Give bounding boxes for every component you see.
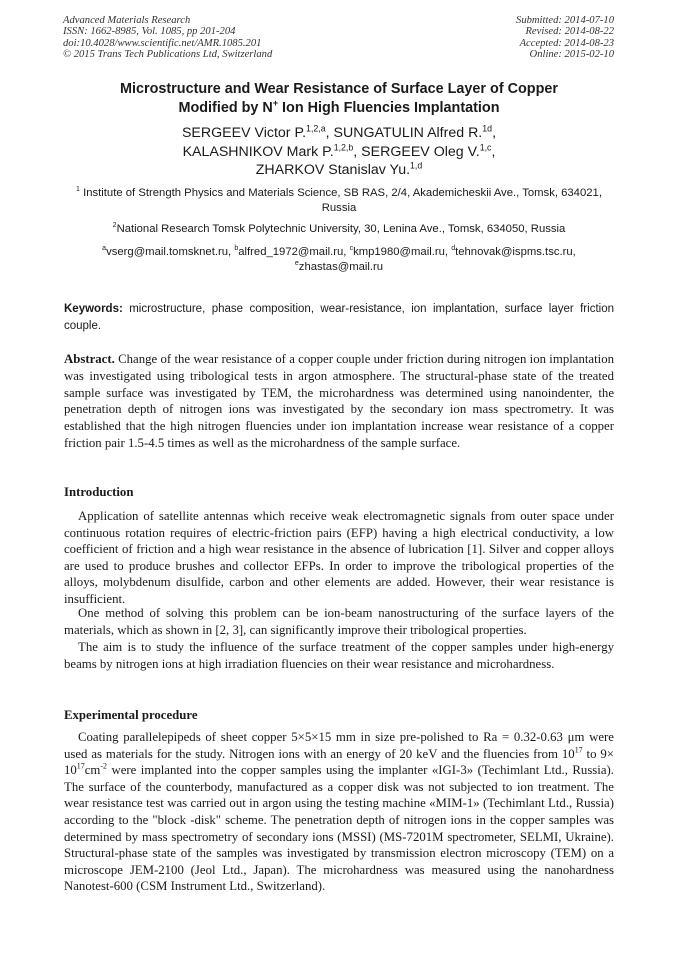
paper-title (40, 80, 638, 117)
author-name: ZHARKOV Stanislav Yu. (255, 162, 411, 179)
journal-name: Advanced Materials Research (63, 15, 191, 26)
submitted-date: Submitted: 2014-07-10 (516, 15, 614, 26)
accepted-date: Accepted: 2014-08-23 (519, 37, 614, 49)
author-affiliation: 1,c (479, 141, 492, 152)
affiliation-text: Institute of Strength Physics and Materials Science, SB RAS, 2/4, Akademicheskii Ave., Tomsk, 634021, Russia (79, 187, 602, 214)
title-ion-charge: + (272, 97, 279, 108)
dates-info (516, 15, 614, 61)
email-address: vserg@mail.tomsknet.ru, (106, 246, 235, 258)
author-affiliation: 1,2,a (306, 123, 326, 134)
keywords-text: microstructure, phase composition, wear-resistance, ion implantation, surface layer friction couple. (64, 303, 614, 332)
copyright-line: © 2015 Trans Tech Publications Ltd, Switzerland (63, 49, 273, 61)
email-list: $^a$vserg@mail.tomsknet.ru, $^b$alfred_1972@mail.ru, $^c$kmp1980@mail.ru, $^d$tehnovak@ispms.tsc.ru, $^e$zhastas@mail.ru (102, 245, 576, 273)
affiliation-2 (60, 222, 618, 237)
author-name: KALASHNIKOV Mark P. (182, 143, 334, 160)
introduction-heading: Introduction (64, 485, 134, 499)
intro-paragraph-2: One method of solving this problem can be ion-beam nanostructuring of the surface layers of the materials, which as shown in [2, 3], can significantly improve their tribological properties. (64, 606, 614, 637)
email-address: kmp1980@mail.ru, (353, 246, 452, 258)
email-address: tehnovak@ispms.tsc.ru, (455, 246, 576, 258)
intro-paragraph-3: The aim is to study the influence of the surface treatment of the copper samples under high-energy beams by nitrogen ions at high irradiation fluencies on their wear resistance and microhardness. (64, 640, 614, 671)
online-date: Online: 2015-02-10 (529, 49, 614, 61)
author-list: SERGEEV Victor P.$^{1,2,a}$, SUNGATULIN Alfred R.$^{1d}$, KALASHNIKOV Mark P.$^{1,2,b}$, SERGEEV Oleg V.$^{1,c}$, ZHARKOV Stanislav Yu.$^{1,d}$ (181, 123, 497, 179)
affiliation-1 (60, 186, 618, 216)
author-affiliation: 1,2,b (333, 141, 354, 152)
journal-info (63, 15, 272, 61)
title-line-2-post: Ion High Fluencies Implantation (278, 99, 500, 116)
abstract-label: Abstract. (64, 352, 115, 366)
affiliation-mark: 1 (76, 186, 80, 194)
title-line-1: Microstructure and Wear Resistance of Surface Layer of Copper (120, 81, 558, 97)
issn-line: ISSN: 1662-8985, Vol. 1085, pp 201-204 (63, 26, 236, 38)
revised-date: Revised: 2014-08-22 (525, 26, 614, 38)
experimental-paragraph: Coating parallelepipeds of sheet copper 5×5×15 mm in size pre-polished to Ra = 0.32-0.63 μm were used as materials for the study. Nitrogen ions with an energy of 20 keV and the fluencies from $10^{17}$ to $9\times 10^{17}cm^{-2}$ were implanted into the copper samples using the implanter «IGI-3» (Techimlant Ltd., Russia). The surface of the counterbody, manufactured as a copper disk was not subjected to ion treatment. The wear resistance test was carried out in argon using the testing machine «MIM-1» (Techimlant Ltd., Russia) according to the "block -disk" scheme. The penetration depth of nitrogen ions in the copper samples was determined by mass spectrometry of secondary ions (MSSI) (MS-7201M spectrometer, SELMI, Ukraine). Structural-phase state of the samples was investigated by transmission electron microscopy (TEM) on a microscope JEM-2100 (Jeol Ltd., Japan). The microhardness was measured using the nanohardness Nanotest-600 (CSM Instrument Ltd., Switzerland). (64, 730, 615, 894)
author-affiliation: 1d (482, 123, 493, 134)
affiliation-mark: 2 (112, 222, 117, 230)
intro-paragraph-1: Application of satellite antennas which receive weak electromagnetic signals from outer space under continuous rotation requires of electric-friction pairs (EFP) having a high electrical conductivity, a low coefficient of friction and a high wear resistance in the absence of lubrication [1]. Silver and copper alloys are used to produce brushes and collector EFPs. In order to improve the tribological properties of the alloys, molybdenum disulfide, carbon and other elements are added. However, their wear resistance is insufficient. (64, 509, 614, 606)
keywords-label: Keywords: (64, 303, 123, 315)
email-address: alfred_1972@mail.ru, (238, 246, 350, 258)
abstract-text: Change of the wear resistance of a copper couple under friction during nitrogen ion implantation was investigated using tribological tests in argon atmosphere. The structural-phase state of the treated sample surface was investigated by TEM, the microhardness was determined using nanoindenter, the penetration depth of nitrogen ions was investigated by the secondary ion mass spectrometry. It was established that the high nitrogen fluencies under ion implantation increase wear resistance of a copper friction pair 1.5-4.5 times as well as the microhardness of the sample surface. (64, 352, 614, 450)
author-name: SERGEEV Oleg V. (361, 143, 480, 160)
experimental-heading: Experimental procedure (64, 708, 198, 722)
title-line-2-pre: Modified by N (178, 99, 273, 116)
email-address: zhastas@mail.ru (298, 261, 384, 273)
affiliation-text: National Research Tomsk Polytechnic University, 30, Lenina Ave., Tomsk, 634050, Russia (116, 223, 566, 235)
author-name: SUNGATULIN Alfred R. (333, 125, 483, 141)
doi-line: doi:10.4028/www.scientific.net/AMR.1085.201 (63, 37, 262, 49)
author-name: SERGEEV Victor P. (181, 125, 307, 141)
author-affiliation: 1,d (410, 160, 423, 171)
keywords (64, 301, 614, 334)
abstract (64, 351, 614, 452)
